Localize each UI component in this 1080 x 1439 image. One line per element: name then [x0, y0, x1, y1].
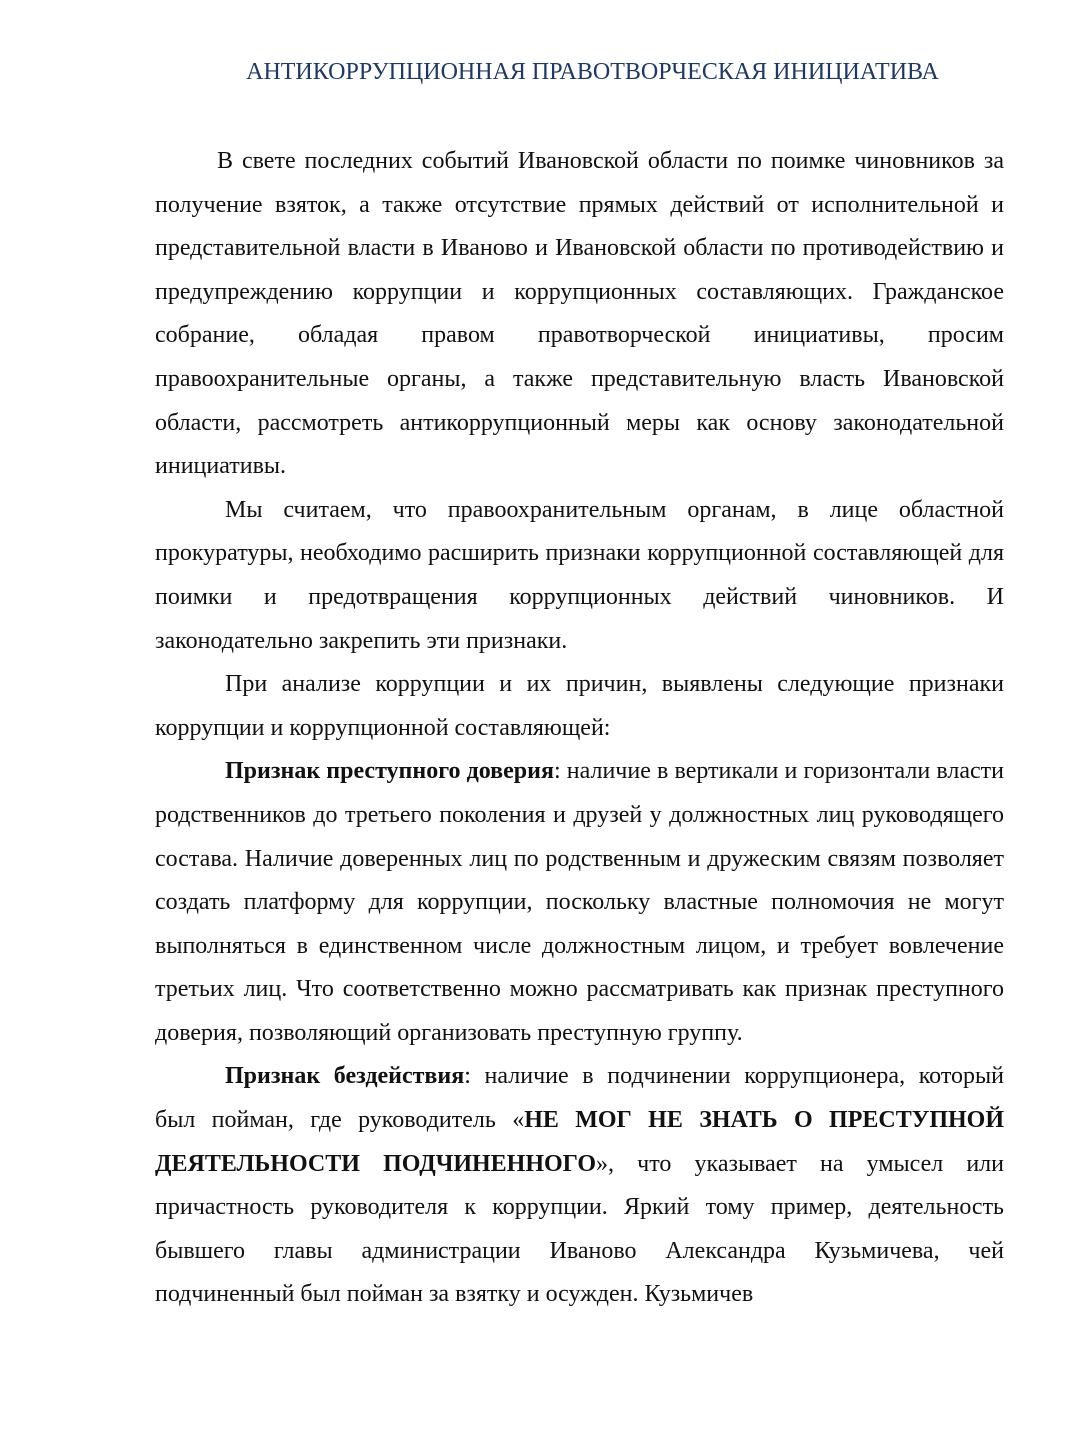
emphasis-inaction: НЕ МОГ НЕ ЗНАТЬ О ПРЕСТУПНОЙ ДЕЯТЕЛЬНОСТИ ПОДЧИНЕННОГО	[155, 1107, 1004, 1177]
document-body	[155, 140, 1004, 1317]
text-criminal-trust: : наличие в вертикали и горизонтали власти родственников до третьего поколения и друзей у должностных лиц руководящего состава. Наличие доверенных лиц по родственным и дружеским связям позволяет создать платформу для коррупции, поскольку властные полномочия не могут выполняться в единственном числе должностным лицом, и требует вовлечение третьих лиц. Что соответственно можно рассматривать как признак преступного доверия, позволяющий организовать преступную группу.	[155, 758, 1004, 1046]
term-criminal-trust: Признак преступного доверия	[225, 758, 554, 785]
paragraph-inaction	[155, 1055, 1004, 1317]
term-inaction: Признак бездействия	[225, 1063, 465, 1090]
text-inaction-before: : наличие в подчинении коррупционера, который был пойман, где руководитель «	[155, 1063, 1005, 1134]
paragraph-analysis: При анализе коррупции и их причин, выявлены следующие признаки коррупции и коррупционной составляющей:	[155, 671, 1004, 741]
paragraph-intro: В свете последних событий Ивановской области по поимке чиновников за получение взяток, а также отсутствие прямых действий от исполнительной и представительной власти в Иваново и Ивановской области по противодействию и предупреждению коррупции и коррупционных составляющих. Гражданское собрание, обладая правом правотворческой инициативы, просим правоохранительные органы, а также представительную власть Ивановской области, рассмотреть антикоррупционный меры как основу законодательной инициативы.	[155, 148, 1004, 480]
text-inaction-after: », что указывает на умысел или причастность руководителя к коррупции. Яркий тому пример, деятельность бывшего главы администрации Иваново Александра Кузьмичева, чей подчиненный был пойман за взятку и осужден. Кузьмичев	[155, 1150, 1005, 1308]
paragraph-prosecutors: Мы считаем, что правоохранительным органам, в лице областной прокуратуры, необходимо расширить признаки коррупционной составляющей для поимки и предотвращения коррупционных действий чиновников. И законодательно закрепить эти признаки.	[155, 496, 1004, 654]
paragraph-criminal-trust	[155, 750, 1004, 1055]
document-title: АНТИКОРРУПЦИОННАЯ ПРАВОТВОРЧЕСКАЯ ИНИЦИАТИВА	[246, 59, 939, 85]
